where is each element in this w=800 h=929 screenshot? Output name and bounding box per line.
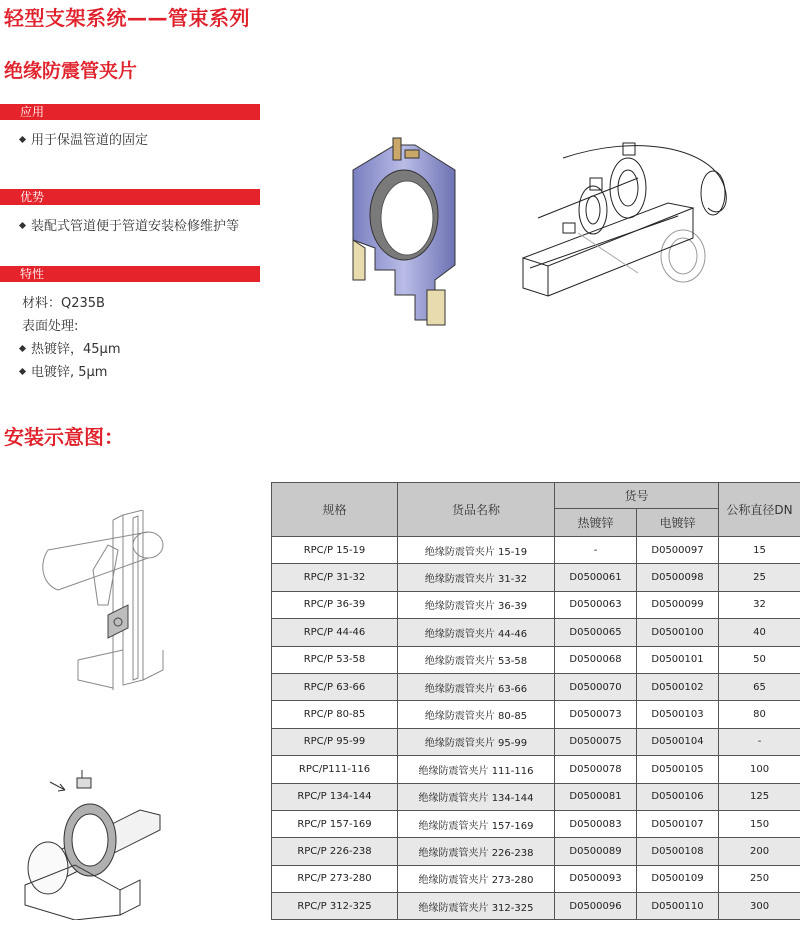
table-row — [272, 591, 800, 618]
cell-name: 绝缘防震管夹片 80-85 — [398, 701, 555, 728]
cell-hot: D0500083 — [555, 810, 637, 837]
cell-hot: D0500096 — [555, 893, 637, 920]
cell-name: 绝缘防震管夹片 15-19 — [398, 537, 555, 564]
cell-electro: D0500105 — [637, 756, 719, 783]
advantage-item: 装配式管道便于管道安装检修维护等 — [18, 215, 239, 234]
cell-electro: D0500098 — [637, 564, 719, 591]
cell-name: 绝缘防震管夹片 36-39 — [398, 591, 555, 618]
cell-spec: RPC/P 273-280 — [272, 865, 398, 892]
cell-hot: D0500073 — [555, 701, 637, 728]
cell-electro: D0500108 — [637, 838, 719, 865]
pipe-clamp-illustration — [335, 130, 470, 330]
table-row — [272, 619, 800, 646]
cell-electro: D0500097 — [637, 537, 719, 564]
section-bar-application: 应用 — [0, 104, 260, 120]
cell-dn: 50 — [719, 646, 800, 673]
cell-electro: D0500101 — [637, 646, 719, 673]
cell-name: 绝缘防震管夹片 273-280 — [398, 865, 555, 892]
bullet-icon — [19, 136, 26, 143]
cell-electro: D0500099 — [637, 591, 719, 618]
cell-hot: D0500075 — [555, 728, 637, 755]
table-row — [272, 537, 800, 564]
feature-material: 材料：Q235B — [22, 296, 105, 311]
cell-name: 绝缘防震管夹片 134-144 — [398, 783, 555, 810]
cell-dn: 40 — [719, 619, 800, 646]
col-header-dn: 公称直径DN — [719, 483, 800, 537]
install-diagram-channel — [38, 510, 178, 690]
cell-hot: D0500063 — [555, 591, 637, 618]
cell-electro: D0500102 — [637, 673, 719, 700]
col-header-electro: 电镀锌 — [637, 509, 719, 537]
install-diagram-title: 安装示意图： — [4, 425, 124, 449]
cell-dn: 100 — [719, 756, 800, 783]
product-title: 绝缘防震管夹片 — [4, 60, 138, 82]
cell-electro: D0500104 — [637, 728, 719, 755]
cell-spec: RPC/P 53-58 — [272, 646, 398, 673]
cell-spec: RPC/P 80-85 — [272, 701, 398, 728]
cell-name: 绝缘防震管夹片 44-46 — [398, 619, 555, 646]
cell-electro: D0500100 — [637, 619, 719, 646]
cell-spec: RPC/P 31-32 — [272, 564, 398, 591]
table-row — [272, 783, 800, 810]
table-row — [272, 838, 800, 865]
cell-spec: RPC/P 44-46 — [272, 619, 398, 646]
cell-spec: RPC/P 226-238 — [272, 838, 398, 865]
cell-hot: D0500078 — [555, 756, 637, 783]
table-row — [272, 893, 800, 920]
col-header-spec: 规格 — [272, 483, 398, 537]
cell-name: 绝缘防震管夹片 63-66 — [398, 673, 555, 700]
cell-name: 绝缘防震管夹片 111-116 — [398, 756, 555, 783]
table-row — [272, 646, 800, 673]
cell-spec: RPC/P 157-169 — [272, 810, 398, 837]
feature-surface-label: 表面处理: — [22, 319, 79, 334]
table-row — [272, 865, 800, 892]
cell-dn: 125 — [719, 783, 800, 810]
cell-electro: D0500109 — [637, 865, 719, 892]
cell-name: 绝缘防震管夹片 226-238 — [398, 838, 555, 865]
cell-electro: D0500107 — [637, 810, 719, 837]
cell-hot: D0500089 — [555, 838, 637, 865]
table-row — [272, 701, 800, 728]
col-header-code: 货号 — [555, 483, 719, 509]
cell-electro: D0500110 — [637, 893, 719, 920]
feature-item: 热镀锌，45μm — [18, 338, 120, 357]
cell-dn: 250 — [719, 865, 800, 892]
cell-spec: RPC/P 63-66 — [272, 673, 398, 700]
cell-hot: D0500068 — [555, 646, 637, 673]
cell-spec: RPC/P 95-99 — [272, 728, 398, 755]
cell-dn: 200 — [719, 838, 800, 865]
cell-hot: D0500061 — [555, 564, 637, 591]
cell-dn: 25 — [719, 564, 800, 591]
table-row — [272, 810, 800, 837]
application-item: 用于保温管道的固定 — [18, 129, 148, 148]
cell-dn: - — [719, 728, 800, 755]
cell-spec: RPC/P111-116 — [272, 756, 398, 783]
cell-name: 绝缘防震管夹片 157-169 — [398, 810, 555, 837]
page-title: 轻型支架系统——管束系列 — [4, 6, 250, 30]
cell-spec: RPC/P 36-39 — [272, 591, 398, 618]
bullet-icon — [19, 222, 26, 229]
spec-table — [271, 482, 800, 920]
install-diagram-insulated — [20, 770, 170, 920]
section-bar-advantage: 优势 — [0, 189, 260, 205]
cell-name: 绝缘防震管夹片 312-325 — [398, 893, 555, 920]
cell-electro: D0500106 — [637, 783, 719, 810]
section-bar-features: 特性 — [0, 266, 260, 282]
bullet-icon — [19, 345, 26, 352]
cell-hot: D0500081 — [555, 783, 637, 810]
cell-dn: 80 — [719, 701, 800, 728]
cell-name: 绝缘防震管夹片 95-99 — [398, 728, 555, 755]
cell-dn: 65 — [719, 673, 800, 700]
cell-spec: RPC/P 134-144 — [272, 783, 398, 810]
assembly-illustration — [518, 138, 733, 298]
col-header-hot: 热镀锌 — [555, 509, 637, 537]
cell-hot: D0500070 — [555, 673, 637, 700]
cell-spec: RPC/P 312-325 — [272, 893, 398, 920]
table-row — [272, 564, 800, 591]
cell-hot: - — [555, 537, 637, 564]
cell-dn: 150 — [719, 810, 800, 837]
cell-electro: D0500103 — [637, 701, 719, 728]
cell-dn: 300 — [719, 893, 800, 920]
col-header-name: 货品名称 — [398, 483, 555, 537]
table-row — [272, 673, 800, 700]
cell-spec: RPC/P 15-19 — [272, 537, 398, 564]
cell-hot: D0500065 — [555, 619, 637, 646]
table-row — [272, 728, 800, 755]
feature-item: 电镀锌, 5μm — [18, 361, 107, 380]
cell-dn: 15 — [719, 537, 800, 564]
cell-name: 绝缘防震管夹片 31-32 — [398, 564, 555, 591]
cell-name: 绝缘防震管夹片 53-58 — [398, 646, 555, 673]
cell-hot: D0500093 — [555, 865, 637, 892]
table-row — [272, 756, 800, 783]
cell-dn: 32 — [719, 591, 800, 618]
bullet-icon — [19, 368, 26, 375]
